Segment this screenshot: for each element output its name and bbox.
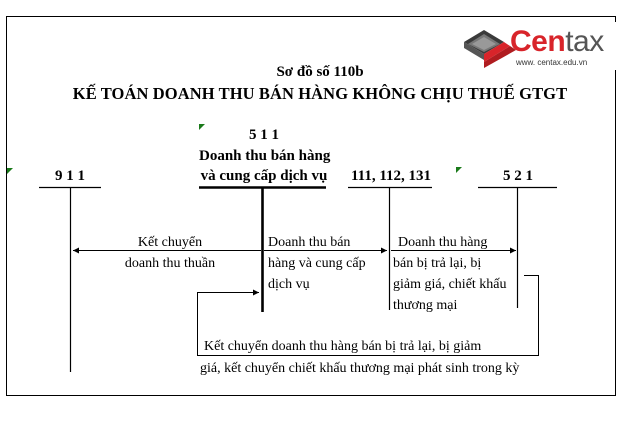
account-511-name-line1: Doanh thu bán hàng	[199, 148, 331, 164]
flow-111-to-511-line3: dịch vụ	[268, 277, 310, 292]
flow-111-to-511-line1: Doanh thu bán	[268, 235, 351, 250]
flow-to-911-line1: Kết chuyển	[137, 235, 203, 250]
flow-521-to-111-line2: bán bị trả lại, bị	[393, 256, 482, 271]
account-111-112-131-code: 111, 112, 131	[350, 168, 432, 184]
logo-brand-red: Cen	[510, 25, 566, 58]
account-911-code: 9 1 1	[55, 168, 85, 184]
flow-111-to-511-line2: hàng và cung cấp	[268, 256, 366, 271]
flow-521-to-111-line1: Doanh thu hàng	[398, 235, 488, 250]
account-511-code: 5 1 1	[249, 127, 279, 143]
diagram-title: KẾ TOÁN DOANH THU BÁN HÀNG KHÔNG CHỊU THUẾ GTGT	[72, 84, 568, 103]
logo-brand-gray: tax	[565, 25, 604, 58]
logo-website: www. centax.edu.vn	[516, 58, 588, 67]
diagram-subtitle: Sơ đồ số 110b	[276, 64, 364, 80]
account-511-name-line2: và cung cấp dịch vụ	[200, 168, 328, 184]
flow-to-911-line2: doanh thu thuần	[124, 256, 216, 271]
account-521-code: 5 2 1	[503, 168, 533, 184]
flow-521-to-111-line3: giảm giá, chiết khấu	[393, 277, 507, 292]
closing-entry-line2: giá, kết chuyển chiết khấu thương mại phát sinh trong kỳ	[200, 361, 520, 376]
closing-entry-line1: Kết chuyển doanh thu hàng bán bị trả lại, bị giảm	[204, 339, 482, 354]
flow-521-to-111-line4: thương mại	[393, 298, 458, 313]
